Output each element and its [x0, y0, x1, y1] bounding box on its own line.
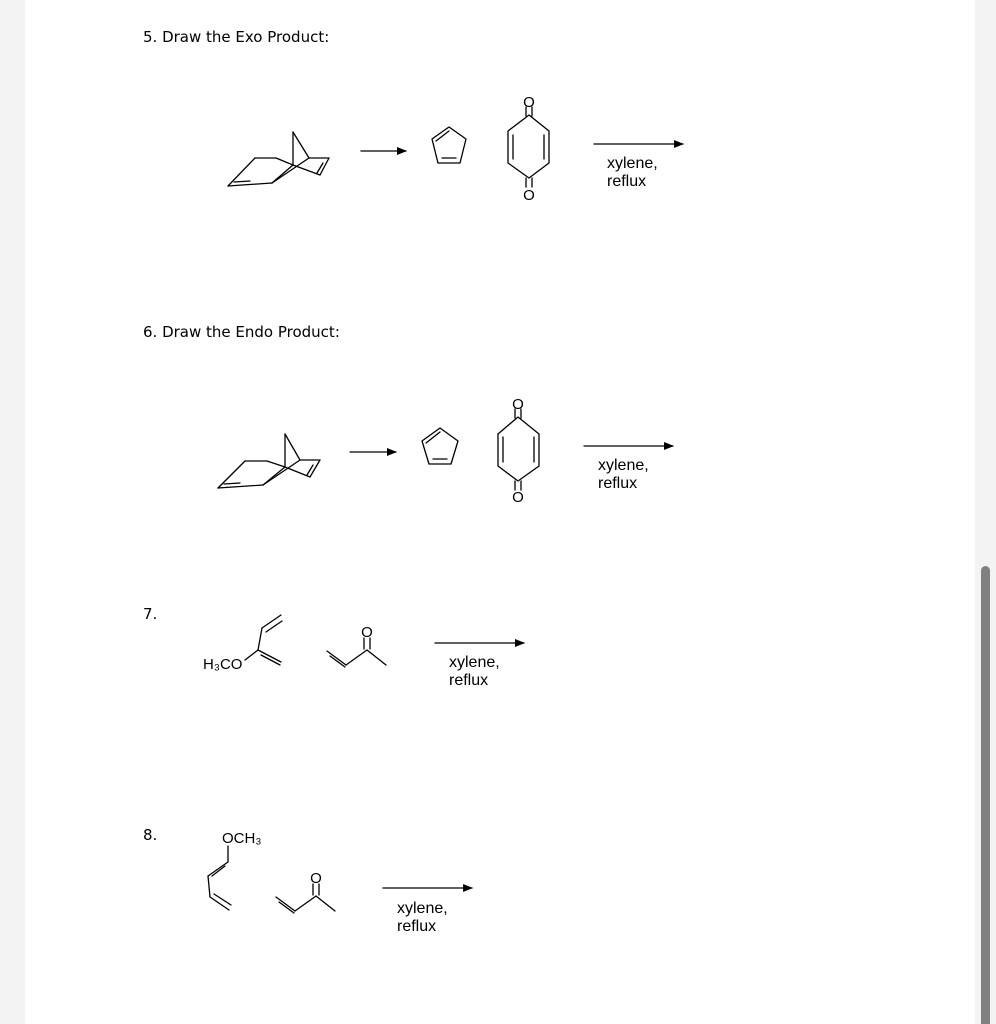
benzoquinone-q5 [508, 107, 549, 187]
cyclopentadiene-q5 [432, 127, 466, 163]
methoxy-butadiene-q8 [208, 846, 231, 910]
heat-text: reflux [598, 475, 638, 492]
question-5-title: 5. Draw the Exo Product: [143, 28, 330, 46]
methoxy-label: H₃CO [203, 656, 243, 673]
oxygen-label: O [512, 489, 524, 506]
question-6-title: 6. Draw the Endo Product: [143, 323, 340, 341]
oxygen-label: O [523, 94, 535, 111]
solvent-text: xylene, [397, 900, 448, 917]
benzoquinone-q6 [498, 409, 539, 490]
question-8-label: 8. [143, 826, 158, 844]
solvent-text: xylene, [598, 457, 649, 474]
heat-text: reflux [449, 672, 489, 689]
dicyclopentadiene-q5 [228, 132, 329, 186]
question-7-label: 7. [143, 605, 158, 623]
oxygen-label: O [361, 624, 373, 641]
cyclopentadiene-q6 [422, 428, 458, 464]
methyl-vinyl-ketone-q8 [276, 884, 335, 913]
oxygen-label: O [523, 187, 535, 204]
solvent-text: xylene, [449, 654, 500, 671]
heat-text: reflux [397, 918, 437, 935]
oxygen-label: O [512, 396, 524, 413]
solvent-text: xylene, [607, 155, 658, 172]
heat-text: reflux [607, 173, 647, 190]
methyl-vinyl-ketone-q7 [327, 638, 386, 667]
dicyclopentadiene-q6 [218, 434, 320, 488]
methoxy-label: OCH₃ [222, 830, 262, 847]
methoxy-diene-q7 [245, 615, 282, 665]
oxygen-label: O [310, 870, 322, 887]
